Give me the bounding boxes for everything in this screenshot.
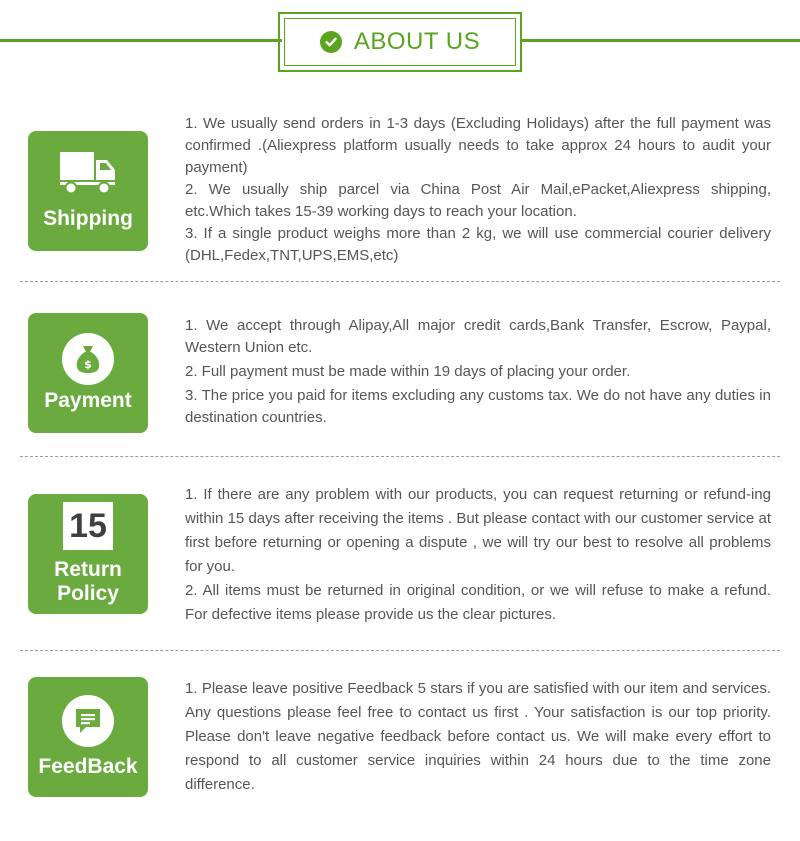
check-circle-icon [320, 31, 342, 53]
feedback-text [185, 677, 771, 797]
section-divider [20, 650, 780, 651]
feedback-item-1: 1. Please leave positive Feedback 5 stars if you are satisfied with our item and services. Any questions please feel free to contact us first . Your satisfaction is our top priority. Please don't leave negative feedback before contact us. We will make every effort to respond to all customer service inquiries within 24 hours due to the time zone difference. [185, 680, 771, 793]
shipping-label: Shipping [43, 206, 133, 230]
return-policy-label-line1: Return [54, 558, 122, 581]
page-title: ABOUT US [353, 28, 481, 55]
payment-item-3: 3. The price you paid for items excluding any customs tax. We do not have any duties in destination countries. [185, 387, 771, 426]
calendar-15-icon: 15 [63, 502, 113, 550]
payment-badge [28, 313, 148, 433]
payment-item-2: 2. Full payment must be made within 19 days of placing your order. [185, 363, 631, 380]
payment-item-1: 1. We accept through Alipay,All major credit cards,Bank Transfer, Escrow, Paypal, Western Union etc. [185, 317, 771, 356]
return-item-1: 1. If there are any problem with our products, you can request returning or refund-ing within 15 days after receiving the items . But please contact with our customer service at first before returning or opening a dispute , we will try our best to resolve all problems for you. [185, 486, 771, 575]
header-line-right [520, 39, 800, 42]
shipping-text [185, 113, 771, 267]
title-inner-frame [284, 18, 516, 66]
title-frame [278, 12, 522, 72]
shipping-item-2: 2. We usually ship parcel via China Post Air Mail,ePacket,Aliexpress shipping, etc.Which takes 15-39 working days to reach your location. [185, 181, 771, 220]
shipping-item-3: 3. If a single product weighs more than 2 kg, we will use commercial courier delivery (DHL,Fedex,TNT,UPS,EMS,etc) [185, 225, 771, 264]
section-divider [20, 281, 780, 282]
truck-icon [60, 152, 116, 199]
shipping-badge [28, 131, 148, 251]
return-policy-label-line2: Policy [57, 582, 119, 605]
shipping-item-1: 1. We usually send orders in 1-3 days (Excluding Holidays) after the full payment was confirmed .(Aliexpress platform usually needs to take approx 24 hours to audit your payment) [185, 115, 771, 176]
header-line-left [0, 39, 282, 42]
return-policy-text [185, 483, 771, 627]
message-icon [62, 695, 114, 747]
money-bag-icon [62, 333, 114, 385]
svg-text:$: $ [84, 358, 92, 371]
return-policy-badge [28, 494, 148, 614]
section-divider [20, 456, 780, 457]
payment-text [185, 315, 771, 429]
return-item-2: 2. All items must be returned in original condition, or we will refuse to make a refund. For defective items please provide us the clear pictures. [185, 582, 771, 623]
feedback-label: FeedBack [38, 755, 138, 778]
about-us-header [0, 0, 800, 80]
feedback-badge [28, 677, 148, 797]
payment-label: Payment [44, 389, 132, 412]
